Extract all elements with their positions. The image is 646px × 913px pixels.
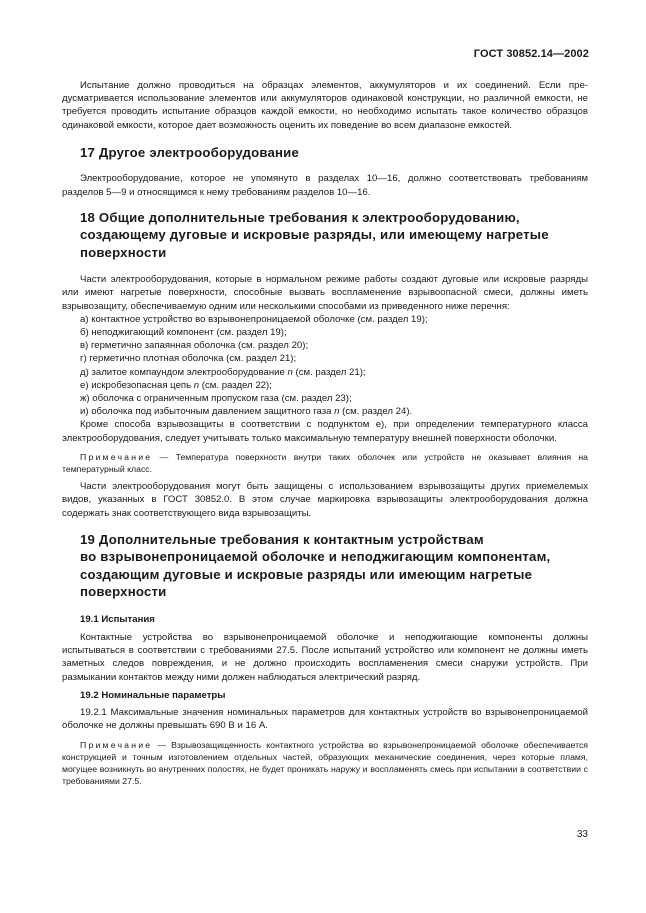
section-18-paragraph-3: Части электрооборудования могут быть защищены с использованием взрывозащиты других приемелемых видов, указанных в ГОСТ 30852.0. В этом случае маркировка взрывозащиты электрооборудования должна содержать знак соответствующего вида взрывозащиты. xyxy=(62,481,588,519)
list-item xyxy=(62,405,588,418)
list-item-text: (см. раздел 22); xyxy=(199,379,272,391)
list-item: в) герметично запаянная оболочка (см. раздел 20); xyxy=(80,340,309,352)
section-18-title-line-2: создающему дуговые и искровые разряды, или имеющему нагретые xyxy=(80,227,549,243)
list-item-text: д) залитое компаундом электрооборудование xyxy=(80,366,288,378)
list-item-symbol: n xyxy=(193,379,200,391)
subsection-19-1-paragraph: Контактные устройства во взрывонепроницаемой оболочке и неподжигающие компоненты должны испытываться в соответствии с требованиями 27.5. После испытаний устройство или компонент не должны иметь заметных следов повреждения, и не должно происходить воспламенения смеси снаружи устройств. При размыкании контактов между ними должен наблюдаться электрический разряд. xyxy=(62,632,588,683)
document-header: ГОСТ 30852.14—2002 xyxy=(473,48,589,60)
list-item-symbol: n xyxy=(287,366,293,378)
note-label: Примечание xyxy=(80,451,153,462)
note-label: Примечание xyxy=(80,739,153,750)
list-item-symbol: n xyxy=(334,406,340,418)
subsection-19-1-title: 19.1 Испытания xyxy=(80,613,155,625)
list-item-text: и) оболочка под избыточным давлением защитного газа xyxy=(80,406,335,418)
list-item xyxy=(62,379,588,392)
list-item xyxy=(62,366,588,379)
section-19-title-line-2: во взрывонепроницаемой оболочке и неподжигающим компонентам, xyxy=(80,549,551,565)
section-18-title-line-1: 18 Общие дополнительные требования к электрооборудованию, xyxy=(80,209,520,225)
section-19-note xyxy=(62,739,588,788)
section-19-title-line-4: поверхности xyxy=(80,584,167,600)
section-18-title-line-3: поверхности xyxy=(80,244,167,260)
document-body xyxy=(62,79,588,787)
note-text: — Взрывозащищенность контактного устройства во взрывонепроницаемой оболочке обеспечивается конструкцией и точным изготовлением отдельных частей, образующих механические соединения, через которые пламя, могущее возникнуть во внутренних полостях, не будет проникать наружу и воспламенять смесь при испытании в соответствии с требованиями 27.5. xyxy=(62,739,588,787)
note-text: — Температура поверхности внутри таких оболочек или устройств не оказывает влияния на температурный класс. xyxy=(62,451,588,475)
section-18-paragraph-1: Части электрооборудования, которые в нормальном режиме работы создают дуговые или искровые разряды или имеют нагретые поверхности, способные вызвать воспламенение взрывоопасной смеси, должны иметь взрывозащиту, обеспечиваемую одним или несколькими способами из приведенного ниже перечня: xyxy=(62,274,588,312)
list-item: а) контактное устройство во взрывонепроницаемой оболочке (см. раздел 19); xyxy=(80,313,428,325)
list-item-text: (см. раздел 24). xyxy=(339,406,413,418)
section-18-paragraph-2: Кроме способа взрывозащиты в соответствии с подпунктом е), при определении температурного класса электрооборудования, следует учитывать только максимальную температуру внешней поверхности оболочки. xyxy=(62,419,588,444)
intro-paragraph: Испытание должно проводиться на образцах элементов, аккумуляторов и их соединений. Если предусматривается использование элементов или аккумуляторов одинаковой конструкции, но различной емкости, не требуется проводить испытание образцов каждой емкости, но необходимо испытать такое количество образцов одинаковой емкости, которое дает возможность оценить их поведение во всем диапазоне емкостей. xyxy=(62,80,588,131)
list-item: ж) оболочка с ограниченным пропуском газа (см. раздел 23); xyxy=(80,393,352,405)
section-18-title xyxy=(62,209,588,262)
list-item-text: (см. раздел 21); xyxy=(292,366,366,378)
protection-methods-list xyxy=(62,313,588,419)
page-number: 33 xyxy=(576,829,588,840)
section-19-title-line-1: 19 Дополнительные требования к контактным устройствам xyxy=(80,531,484,547)
subsection-19-2-1-paragraph: 19.2.1 Максимальные значения номинальных параметров для контактных устройств во взрывонепроницаемой оболочке не должны превышать 690 В и 16 А. xyxy=(62,707,588,732)
list-item: г) герметично плотная оболочка (см. раздел 21); xyxy=(80,353,297,365)
section-17-title: 17 Другое электрооборудование xyxy=(80,144,300,160)
section-18-note xyxy=(62,451,588,475)
section-19-title-line-3: создающим дуговые и искровые разряды или имеющим нагретые xyxy=(80,566,533,582)
subsection-19-2-title: 19.2 Номинальные параметры xyxy=(80,689,226,701)
section-19-title xyxy=(62,531,588,601)
section-17-paragraph: Электрооборудование, которое не упомянуто в разделах 10—16, должно соответствовать требованиям разделов 5—9 и относящимся к нему требованиям разделов 10—16. xyxy=(62,173,588,198)
list-item-text: е) искробезопасная цепь xyxy=(80,379,194,391)
list-item: б) неподжигающий компонент (см. раздел 19); xyxy=(80,327,287,339)
